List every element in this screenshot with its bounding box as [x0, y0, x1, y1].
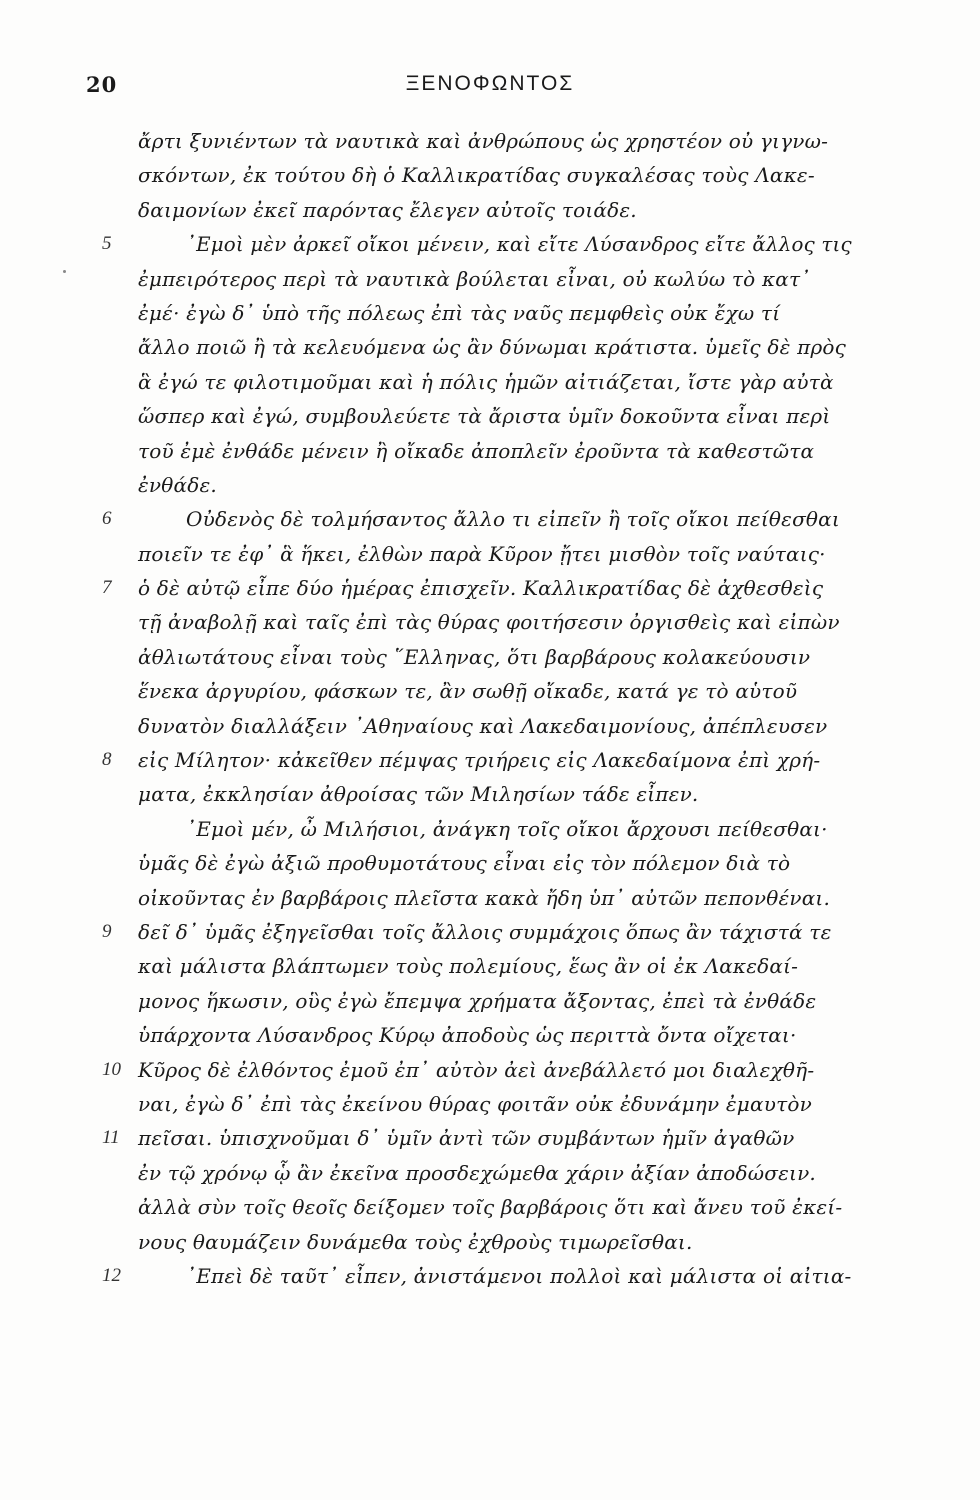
line-text: ἐν τῷ χρόνῳ ᾧ ἂν ἐκεῖνα προσδεχώμεθα χάριν ἀξίαν ἀποδώσειν.	[138, 1160, 816, 1185]
text-line	[0, 812, 980, 846]
line-text: ὑμᾶς δὲ ἐγὼ ἀξιῶ προθυμοτάτους εἶναι εἰς τὸν πόλεμον διὰ τὸ	[138, 851, 791, 876]
line-text: οἰκοῦντας ἐν βαρβάροις πλεῖστα κακὰ ἤδη ὑπ᾿ αὐτῶν πεπονθέναι.	[138, 885, 831, 910]
text-line	[0, 399, 980, 433]
text-line	[0, 915, 980, 949]
line-text: τοῦ ἐμὲ ἐνθάδε μένειν ἢ οἴκαδε ἀποπλεῖν ἐροῦντα τὰ καθεστῶτα	[138, 438, 815, 463]
line-text: ὑπάρχοντα Λύσανδρος Κύρῳ ἀποδοὺς ὡς περιττὰ ὄντα οἴχεται·	[138, 1023, 797, 1048]
line-text: ἐμέ· ἐγὼ δ᾿ ὑπὸ τῆς πόλεως ἐπὶ τὰς ναῦς πεμφθεὶς οὐκ ἔχω τί	[138, 300, 781, 325]
section-number: 10	[102, 1058, 121, 1080]
text-line	[0, 158, 980, 192]
section-number: 6	[102, 508, 112, 530]
text-line	[0, 571, 980, 605]
text-line	[0, 743, 980, 777]
line-text: ἐμπειρότερος περὶ τὰ ναυτικὰ βούλεται εἶναι, οὐ κωλύω τὸ κατ᾿	[138, 266, 811, 291]
text-line	[0, 777, 980, 811]
line-text: καὶ μάλιστα βλάπτωμεν τοὺς πολεμίους, ἕως ἂν οἱ ἐκ Λακεδαί-	[138, 954, 799, 979]
text-line	[0, 709, 980, 743]
text-line	[0, 1087, 980, 1121]
text-line	[0, 1121, 980, 1155]
text-line	[0, 262, 980, 296]
line-text: τῇ ἀναβολῇ καὶ ταῖς ἐπὶ τὰς θύρας φοιτήσεσιν ὀργισθεὶς καὶ εἰπὼν	[138, 610, 840, 635]
section-number: 8	[102, 749, 112, 771]
line-text: ἀλλὰ σὺν τοῖς θεοῖς δείξομεν τοῖς βαρβάροις ὅτι καὶ ἄνευ τοῦ ἐκεί-	[138, 1195, 843, 1220]
text-line	[0, 1259, 980, 1293]
page-number: 20	[86, 72, 118, 97]
text-line	[0, 296, 980, 330]
text-line	[0, 434, 980, 468]
line-text: ἀθλιωτάτους εἶναι τοὺς ῞Ελληνας, ὅτι βαρβάρους κολακεύουσιν	[138, 644, 811, 669]
line-text: ᾿Εμοὶ μέν, ὦ Μιλήσιοι, ἀνάγκη τοῖς οἴκοι ἄρχουσι πείθεσθαι·	[186, 816, 828, 841]
line-text: ἐνθάδε.	[138, 472, 217, 497]
line-text: ὥσπερ καὶ ἐγώ, συμβουλεύετε τὰ ἄριστα ὑμῖν δοκοῦντα εἶναι περὶ	[138, 404, 831, 429]
line-text: δαιμονίων ἐκεῖ παρόντας ἔλεγεν αὐτοῖς τοιάδε.	[138, 197, 637, 222]
line-text: δυνατὸν διαλλάξειν ᾿Αθηναίους καὶ Λακεδαιμονίους, ἀπέπλευσεν	[138, 713, 828, 738]
text-line	[0, 881, 980, 915]
text-line	[0, 674, 980, 708]
line-text: πεῖσαι. ὑπισχνοῦμαι δ᾿ ὑμῖν ἀντὶ τῶν συμβάντων ἡμῖν ἀγαθῶν	[138, 1126, 795, 1151]
text-line	[0, 124, 980, 158]
line-text: ποιεῖν τε ἐφ᾿ ἃ ἥκει, ἐλθὼν παρὰ Κῦρον ᾔτει μισθὸν τοῖς ναύταις·	[138, 541, 826, 566]
line-text: μονος ἥκωσιν, οὓς ἐγὼ ἔπεμψα χρήματα ἄξοντας, ἐπεὶ τὰ ἐνθάδε	[138, 988, 817, 1013]
line-text: Οὐδενὸς δὲ τολμήσαντος ἄλλο τι εἰπεῖν ἢ τοῖς οἴκοι πείθεσθαι	[186, 507, 840, 532]
text-line	[0, 193, 980, 227]
line-text: ἄλλο ποιῶ ἢ τὰ κελευόμενα ὡς ἂν δύνωμαι κράτιστα. ὑμεῖς δὲ πρὸς	[138, 335, 847, 360]
text-line	[0, 537, 980, 571]
line-text: ᾿Εμοὶ μὲν ἀρκεῖ οἴκοι μένειν, καὶ εἴτε Λύσανδρος εἴτε ἄλλος τις	[186, 232, 852, 257]
line-text: ναι, ἐγὼ δ᾿ ἐπὶ τὰς ἐκείνου θύρας φοιτᾶν οὐκ ἐδυνάμην ἐμαυτὸν	[138, 1091, 812, 1116]
line-text: ἄρτι ξυνιέντων τὰ ναυτικὰ καὶ ἀνθρώπους ὡς χρηστέον οὐ γιγνω-	[138, 129, 829, 153]
text-line	[0, 468, 980, 502]
text-line	[0, 365, 980, 399]
line-text: ἕνεκα ἀργυρίου, φάσκων τε, ἂν σωθῇ οἴκαδε, κατά γε τὸ αὑτοῦ	[138, 679, 798, 704]
line-text: ᾿Επεὶ δὲ ταῦτ᾿ εἶπεν, ἀνιστάμενοι πολλοὶ καὶ μάλιστα οἱ αἰτια-	[186, 1263, 852, 1288]
text-line	[0, 1053, 980, 1087]
text-line	[0, 1225, 980, 1259]
text-line	[0, 227, 980, 261]
running-title: ΞΕΝΟΦΩΝΤΟΣ	[405, 72, 575, 95]
line-text: ἃ ἐγώ τε φιλοτιμοῦμαι καὶ ἡ πόλις ἡμῶν αἰτιάζεται, ἴστε γὰρ αὐτὰ	[138, 369, 834, 394]
text-line	[0, 502, 980, 536]
text-line	[0, 1190, 980, 1224]
text-line	[0, 984, 980, 1018]
greek-text-body	[0, 124, 980, 1293]
text-line	[0, 330, 980, 364]
text-line	[0, 605, 980, 639]
text-line	[0, 1156, 980, 1190]
line-text: ὁ δὲ αὐτῷ εἶπε δύο ἡμέρας ἐπισχεῖν. Καλλικρατίδας δὲ ἀχθεσθεὶς	[138, 576, 824, 601]
section-number: 11	[102, 1127, 120, 1149]
line-text: νους θαυμάζειν δυνάμεθα τοὺς ἐχθροὺς τιμωρεῖσθαι.	[138, 1229, 693, 1254]
text-line	[0, 846, 980, 880]
line-text: ματα, ἐκκλησίαν ἀθροίσας τῶν Μιλησίων τάδε εἶπεν.	[138, 782, 699, 807]
section-number: 9	[102, 920, 112, 942]
text-line	[0, 640, 980, 674]
text-line	[0, 949, 980, 983]
section-number: 7	[102, 577, 112, 599]
line-text: δεῖ δ᾿ ὑμᾶς ἐξηγεῖσθαι τοῖς ἄλλοις συμμάχοις ὅπως ἂν τάχιστά τε	[138, 919, 832, 944]
line-text: σκόντων, ἐκ τούτου δὴ ὁ Καλλικρατίδας συγκαλέσας τοὺς Λακε-	[138, 163, 815, 188]
line-text: εἰς Μίλητον· κἀκεῖθεν πέμψας τριήρεις εἰς Λακεδαίμονα ἐπὶ χρή-	[138, 748, 821, 773]
section-number: 5	[102, 233, 112, 255]
text-line	[0, 1018, 980, 1052]
line-text: Κῦρος δὲ ἐλθόντος ἐμοῦ ἐπ᾿ αὐτὸν ἀεὶ ἀνεβάλλετό μοι διαλεχθῆ-	[138, 1057, 815, 1082]
section-number: 12	[102, 1264, 121, 1286]
